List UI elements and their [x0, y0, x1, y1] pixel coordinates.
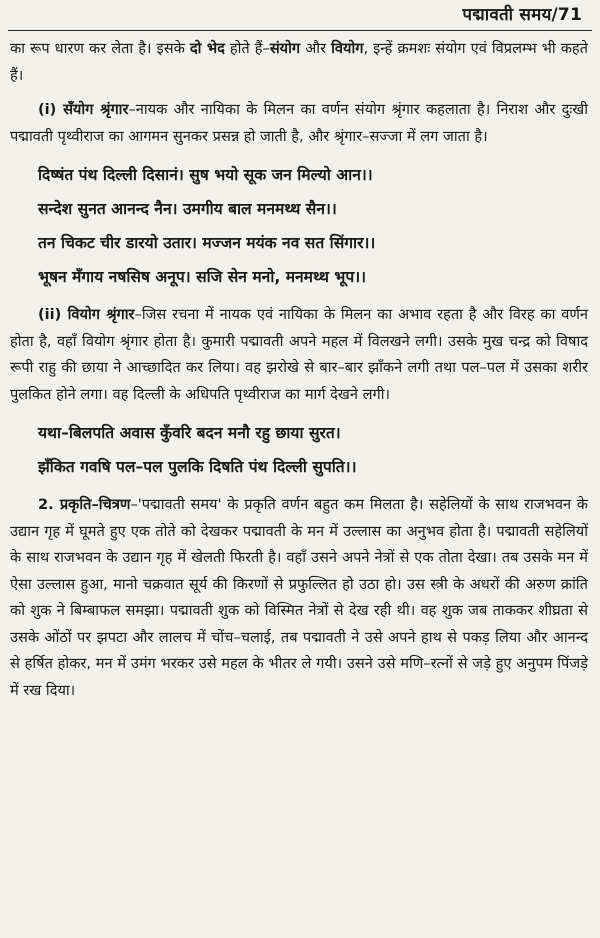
- sanyog-paragraph: [10, 97, 588, 150]
- intro-bold-do-bhed: दो भेद: [189, 40, 225, 57]
- header-rule: [8, 30, 592, 31]
- viyog-text: –जिस रचना में नायक एवं नायिका के मिलन का अभाव रहता है और विरह का वर्णन होता है, वहाँ वियोग श्रृंगार होता है। कुमारी पद्मावती अपने महल में विलखने लगी। उसके मुख चन्द्र को विषाद रूपी राहु की छाया ने आच्छादित कर लिया। वह झरोखे से बार–बार झाँकने लगी तथा पल–पल में उसका शरीर पुलकित होने लगा। वह दिल्ली के अधिपति पृथ्वीराज का मार्ग देखने लगी।: [10, 306, 588, 403]
- verse-line: झँकित गवषि पल–पल पुलकि दिषति पंथ दिल्ली सुपति।।: [38, 458, 357, 476]
- prakriti-paragraph: [10, 492, 588, 704]
- sanyog-heading: (i) सँयोग श्रृंगार: [38, 101, 129, 118]
- intro-text-1: का रूप धारण कर लेता है। इसके: [10, 40, 190, 57]
- intro-bold-sanyog: संयोग: [269, 40, 301, 57]
- verse-line: दिष्षंत पंथ दिल्ली दिसानं। सुष भयो सूक जन मिल्यो आन।।: [38, 166, 373, 184]
- verse-line: यथा–बिलपति अवास कुँवरि बदन मनौ रहु छाया सुरत।: [38, 424, 341, 442]
- prakriti-heading: 2. प्रकृति–चित्रण: [38, 496, 131, 513]
- intro-paragraph: [10, 36, 588, 89]
- body-text: [10, 36, 588, 712]
- verse-block-1: [38, 158, 588, 294]
- intro-text-3: और: [300, 40, 332, 57]
- intro-text-2: होते हैं–: [224, 40, 270, 57]
- verse-line: तन चिकट चीर डारयो उतार। मज्जन मयंक नव सत सिंगार।।: [38, 234, 376, 252]
- intro-bold-viyog: वियोग: [331, 40, 364, 57]
- verse-block-2: [38, 416, 588, 484]
- viyog-paragraph: [10, 302, 588, 408]
- running-header: पद्मावती समय/71: [462, 5, 582, 25]
- intro-text-4: , इन्हें क्रमशः संयोग एवं विप्रलम्भ भी कहते हैं।: [10, 40, 588, 84]
- sanyog-text: –नायक और नायिका के मिलन का वर्णन संयोग श्रृंगार कहलाता है। निराश और दुःखी पद्मावती पृथ्वीराज का आगमन सुनकर प्रसन्न हो जाती है, और श्रृंगार–सज्जा में लग जाता है।: [10, 101, 588, 145]
- verse-line: सन्देश सुनत आनन्द नैन। उमगीय बाल मनमथ्थ सैन।।: [38, 200, 337, 218]
- prakriti-text: –'पद्मावती समय' के प्रकृति वर्णन बहुत कम मिलता है। सहेलियों के साथ राजभवन के उद्यान गृह में घूमते हुए एक तोते को देखकर पद्मावती के मन में उल्लास का अनुभव होता है। पद्मावती सहेलियों के साथ राजभवन के उद्यान गृह में खेलती फिरती है। वहाँ उसने अपने नेत्रों से एक तोता देखा। तब उसके मन में ऐसा उल्लास हुआ, मानो चक्रवात सूर्य की किरणों से प्रफुल्लित हो उठा हो। उस स्त्री के अधरों की अरुण क्रांति को शुक ने बिम्बाफल समझा। पद्मावती शुक को विस्मित नेत्रों से देख रही थी। वह शुक जब ताककर शीघ्रता से उसके ओंठों पर झपटा और लालच में चोंच–चलाई, तब पद्मावती ने उसे अपने हाथ से पकड़ लिया और आनन्द से हर्षित होकर, मन में उमंग भरकर उसे महल के भीतर ले गयी। उसने उसे मणि–रत्नों से जड़े हुए अनुपम पिंजड़े में रख दिया।: [10, 496, 588, 699]
- verse-line: भूषन मँगाय नषसिष अनूप। सजि सेन मनो, मनमथ्थ भूप।।: [38, 268, 367, 286]
- viyog-heading: (ii) वियोग श्रृंगार: [38, 306, 135, 323]
